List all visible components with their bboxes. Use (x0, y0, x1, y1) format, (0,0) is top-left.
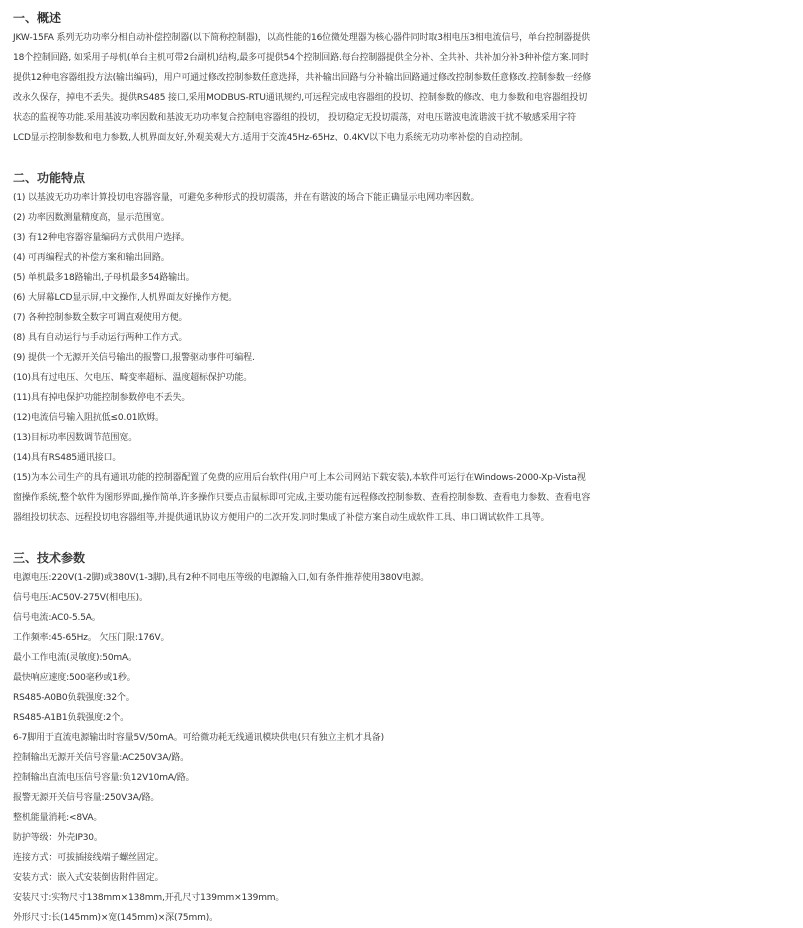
spec-item: RS485-A0B0负载强度:32个。 (13, 693, 135, 703)
overview-line: LCD显示控制参数和电力参数,人机界面友好,外观美观大方.适用于交流45Hz-65Hz、0.4KV以下电力系统无功功率补偿的自动控制。 (13, 133, 529, 143)
spec-item: 连接方式：可拔插接线端子螺丝固定。 (13, 853, 164, 863)
spec-item: 信号电压:AC50V-275V(相电压)。 (13, 593, 148, 603)
section-spacer (13, 528, 803, 548)
overview-heading: 一、概述 (13, 11, 62, 25)
spec-item: RS485-A1B1负载强度:2个。 (13, 713, 130, 723)
overview-line: 18个控制回路, 如采用子母机(单台主机可带2台副机)结构,最多可提供54个控制回路.每台控制器提供全分补、全共补、共补加分补3种补偿方案.同时 (13, 53, 589, 63)
features-section (13, 168, 803, 528)
overview-line: 状态的监视等功能.采用基波功率因数和基波无功功率复合控制电容器组的投切， 投切稳定无投切震荡，对电压谐波电流谐波干扰不敏感采用字符 (13, 113, 576, 123)
feature-item-15-line: 窗操作系统,整个软件为图形界面,操作简单,许多操作只要点击鼠标即可完成,主要功能有远程修改控制参数、查看控制参数、查看电力参数、查看电容 (13, 493, 591, 503)
spec-item: 6-7脚用于直流电源输出时容量5V/50mA。可给微功耗无线通讯模块供电(只有独立主机才具备) (13, 733, 384, 743)
feature-item: (12)电流信号输入阻抗低≤0.01欧姆。 (13, 413, 164, 423)
overview-line: JKW-15FA 系列无功功率分相自动补偿控制器(以下简称控制器)，以高性能的16位微处理器为核心器件同时取3相电压3相电流信号，单台控制器提供 (13, 33, 590, 43)
spec-item: 外形尺寸:长(145mm)×宽(145mm)×深(75mm)。 (13, 913, 218, 923)
section-spacer (13, 148, 803, 168)
feature-item: (7) 各种控制参数全数字可调直观使用方便。 (13, 313, 188, 323)
feature-item-15-line: (15)为本公司生产的具有通讯功能的控制器配置了免费的应用后台软件(用户可上本公司网站下载安装),本软件可运行在Windows-2000-Xp-Vista视 (13, 473, 586, 483)
spec-item: 防护等级：外壳IP30。 (13, 833, 103, 843)
spec-item: 最快响应速度:500毫秒或1秒。 (13, 673, 136, 683)
feature-item: (8) 具有自动运行与手动运行两种工作方式。 (13, 333, 188, 343)
feature-item: (2) 功率因数测量精度高，显示范围宽。 (13, 213, 170, 223)
spec-item: 报警无源开关信号容量:250V3A/路。 (13, 793, 160, 803)
feature-item-15-line: 器组投切状态、远程投切电容器组等,并提供通讯协议方便用户的二次开发.同时集成了补偿方案自动生成软件工具、串口调试软件工具等。 (13, 513, 550, 523)
overview-line: 改永久保存，掉电不丢失。提供RS485 接口,采用MODBUS-RTU通讯规约,可远程完成电容器组的投切、控制参数的修改、电力参数和电容器组投切 (13, 93, 588, 103)
spec-item: 最小工作电流(灵敏度):50mA。 (13, 653, 137, 663)
overview-line: 提供12种电容器组投方法(输出编码)，用户可通过修改控制参数任意选择，共补输出回路与分补输出回路通过修改控制参数任意修改.控制参数一经修 (13, 73, 592, 83)
overview-section (13, 8, 803, 148)
spec-item: 信号电流:AC0-5.5A。 (13, 613, 101, 623)
feature-item: (11)具有掉电保护功能控制参数停电不丢失。 (13, 393, 191, 403)
features-heading: 二、功能特点 (13, 171, 86, 185)
feature-item: (6) 大屏幕LCD显示屏,中文操作,人机界面友好操作方便。 (13, 293, 238, 303)
feature-item: (4) 可再编程式的补偿方案和输出回路。 (13, 253, 170, 263)
spec-item: 整机能量消耗:<8VA。 (13, 813, 103, 823)
spec-item: 控制输出直流电压信号容量:负12V10mA/路。 (13, 773, 195, 783)
feature-item: (9) 提供一个无源开关信号输出的报警口,报警驱动事件可编程. (13, 353, 255, 363)
spec-item: 控制输出无源开关信号容量:AC250V3A/路。 (13, 753, 189, 763)
spec-item: 安装方式：嵌入式安装倒齿附件固定。 (13, 873, 164, 883)
feature-item: (14)具有RS485通讯接口。 (13, 453, 122, 463)
feature-item: (5) 单机最多18路输出,子母机最多54路输出。 (13, 273, 195, 283)
feature-item: (10)具有过电压、欠电压、畸变率超标、温度超标保护功能。 (13, 373, 253, 383)
spec-item: 电源电压:220V(1-2脚)或380V(1-3脚),具有2种不同电压等级的电源输入口,如有条件推荐使用380V电源。 (13, 573, 430, 583)
specs-heading: 三、技术参数 (13, 551, 86, 565)
feature-item: (3) 有12种电容器容量编码方式供用户选择。 (13, 233, 190, 243)
specs-section (13, 548, 803, 928)
feature-item: (1) 以基波无功功率计算投切电容器容量，可避免多种形式的投切震荡，并在有谐波的场合下能正确显示电网功率因数。 (13, 193, 480, 203)
spec-item: 安装尺寸:实物尺寸138mm×138mm,开孔尺寸139mm×139mm。 (13, 893, 285, 903)
feature-item: (13)目标功率因数调节范围宽。 (13, 433, 138, 443)
spec-item: 工作频率:45-65Hz。 欠压门限:176V。 (13, 633, 170, 643)
